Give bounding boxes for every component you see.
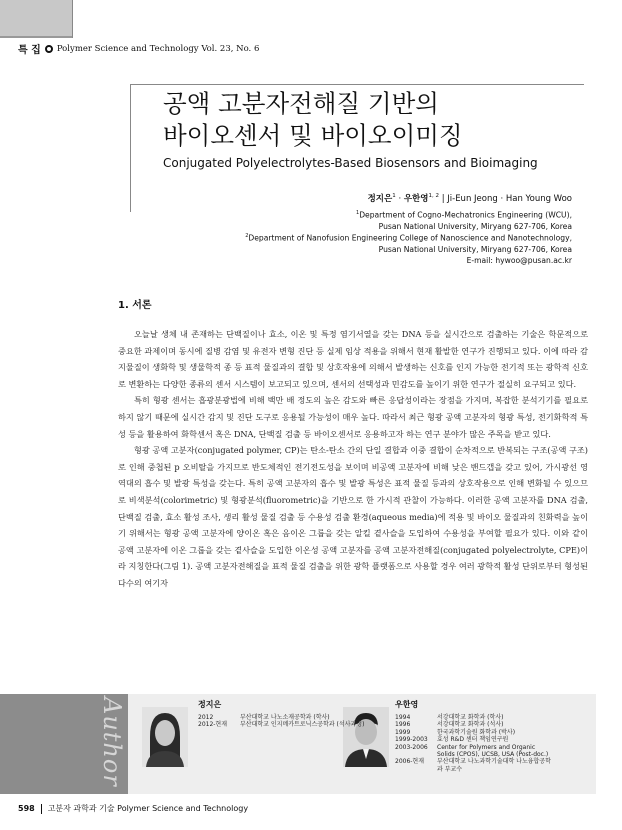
affiliation-1 bbox=[356, 208, 572, 232]
section-label: 특 집 bbox=[18, 45, 41, 56]
affiliation-1-line2: Pusan National University, Miryang 627-706, Korea bbox=[378, 221, 572, 231]
bio-desc: 부산대학교 인지메카트로닉스공학과 (석사과정) bbox=[240, 721, 365, 729]
title-korean-line2: 바이오센서 및 바이오이미징 bbox=[163, 121, 463, 150]
affiliation-2 bbox=[245, 231, 572, 266]
paragraph-3: 형광 공액 고분자(conjugated polymer, CP)는 탄소-탄소 간의 단일 결합과 이중 결합이 순차적으로 반복되는 구조(공액 구조)로 인해 중첩된 p 오비탈을 가지므로 반도체적인 전기전도성을 보이며 비공액 고분자에 비해 낮은 밴드갭을 갖고 있어, 가시광선 영역대의 흡수 및 발광 특성을 갖는다. 특히 공액 고분자의 흡수 및 발광 특성은 표적 물질 등과의 상호작용으로 인해 변화될 수 있으므로 비색분석(colorimetric) 및 형광분석(fluorometric)을 기반으로 한 가시적 관찰이 가능하다. 이러한 공액 고분자를 DNA 검출, 단백질 검출, 효소 활성 조사, 생리 활성 물질 검출 등 수용성 검출 환경(aqueous media)에 적용 및 바이오 물질과의 친화력을 높이기 위해서는 형광 공액 고분자에 양이온 혹은 음이온 그룹을 갖는 알킬 곁사슬을 도입하여 수용성을 부여할 필요가 있다. 이와 같이 공액 고분자에 이온 그룹을 갖는 곁사슬을 도입한 이온성 공액 고분자를 공액 고분자전해질(conjugated polyelectrolyte, CPE)이라 지칭한다(그림 1). 공액 고분자전해질을 표적 물질 검출을 위한 광학 플랫폼으로 사용할 경우 여러 광학적 활성 단위로부터 형성된 다수의 여기자 bbox=[118, 445, 588, 588]
bio-year: 2012 bbox=[198, 714, 214, 721]
body-text bbox=[118, 326, 588, 592]
author-1-sup: 1 bbox=[392, 193, 396, 200]
paragraph-1: 오늘날 생체 내 존재하는 단백질이나 효소, 이온 및 특정 염기서열을 갖는 DNA 등을 실시간으로 검출하는 기술은 학문적으로 중요한 과제이며 동시에 질병 감염 및 유전자 변형 진단 등 실제 임상 적용을 위해서 현재 활발한 연구가 진행되고 있다. 이에 따라 감지물질이 생화학 및 생물학적 종 등 표적 물질과의 결합 및 상호작용에 의해서 발생하는 신호를 인지 가능한 전기적 또는 광학적 신호로 변환하는 다양한 종류의 센서 시스템이 보고되고 있으며, 센서의 선택성과 민감도를 높이기 위한 연구가 절실히 요구되고 있다. bbox=[118, 329, 588, 389]
corner-divider bbox=[72, 0, 73, 38]
author-2-bio bbox=[395, 714, 552, 773]
bio-year: 1994 bbox=[395, 714, 411, 721]
circle-bullet-icon bbox=[45, 45, 53, 53]
affiliation-2-sup: 2 bbox=[245, 233, 249, 239]
author-1-photo bbox=[142, 707, 188, 767]
author-separator: · bbox=[398, 194, 402, 204]
affiliation-1-sup: 1 bbox=[356, 210, 360, 216]
running-head bbox=[18, 41, 259, 56]
bio-desc: Center for Polymers and Organic Solids (CPOS), UCSB, USA (Post-doc.) bbox=[437, 743, 549, 759]
author-vertical-label: Author bbox=[98, 697, 126, 787]
bio-desc: 서강대학교 화학과 (석사) bbox=[437, 721, 504, 729]
title-korean-line1: 공액 고분자전해질 기반의 bbox=[163, 89, 439, 118]
author-2-sup: 1, 2 bbox=[428, 193, 439, 200]
bio-row bbox=[198, 721, 380, 728]
bio-desc: 효성 R&D 센터 책임연구원 bbox=[437, 736, 509, 744]
contact-email: E-mail: hywoo@pusan.ac.kr bbox=[466, 255, 572, 265]
title-korean bbox=[163, 88, 463, 152]
page-number: 598 bbox=[18, 804, 35, 813]
bio-year: 1996 bbox=[395, 721, 411, 729]
bio-year: 2003-2006 bbox=[395, 743, 428, 751]
journal-name: Polymer Science and Technology Vol. 23, No. 6 bbox=[56, 43, 260, 54]
affiliation-2-line2: Pusan National University, Miryang 627-706, Korea bbox=[378, 244, 572, 254]
page-footer bbox=[18, 803, 248, 814]
author-1-name: 정지은 bbox=[367, 194, 393, 204]
bio-desc: 서강대학교 화학과 (학사) bbox=[437, 714, 504, 721]
author-byline bbox=[368, 192, 572, 204]
bio-year: 1999 bbox=[395, 728, 411, 736]
footer-journal: 고분자 과학과 기술 Polymer Science and Technology bbox=[47, 804, 249, 813]
bio-desc: 한국과학기술원 화학과 (박사) bbox=[437, 728, 516, 736]
author-1-bio bbox=[198, 714, 380, 729]
bio-row bbox=[395, 744, 552, 759]
author-1-bio-name: 정지은 bbox=[198, 700, 222, 709]
corner-tab bbox=[0, 0, 72, 38]
bio-row bbox=[395, 758, 552, 773]
author-english-names: | Ji-Eun Jeong · Han Young Woo bbox=[441, 194, 572, 204]
author-box bbox=[0, 694, 622, 794]
title-english: Conjugated Polyelectrolytes-Based Biosensors and Bioimaging bbox=[163, 156, 538, 170]
bio-desc: 부산대학교 나노소재공학과 (학사) bbox=[240, 714, 330, 721]
section-heading: 1. 서론 bbox=[118, 300, 152, 311]
paragraph-2: 특히 형광 센서는 흡광분광법에 비해 백만 배 정도의 높은 감도와 빠른 응답성이라는 장점을 가지며, 복잡한 분석기기를 필요로 하지 않기 때문에 실시간 감지 및 진단 도구로 응용될 가능성이 매우 높다. 따라서 최근 형광 공액 고분자의 형광 특성, 전기화학적 특성 등을 활용하여 화학센서 혹은 DNA, 단백질 검출 등 바이오센서로 응용하고자 하는 연구 분야가 많은 주목을 받고 있다. bbox=[118, 395, 588, 439]
footer-divider bbox=[41, 804, 42, 814]
author-2-bio-name: 우한영 bbox=[395, 700, 419, 709]
bio-year: 1999-2003 bbox=[395, 736, 428, 744]
affiliation-1-line1: Department of Cogno-Mechatronics Engineering (WCU), bbox=[359, 210, 572, 220]
affiliation-2-line1: Department of Nanofusion Engineering College of Nanoscience and Nanotechnology, bbox=[248, 233, 572, 243]
bio-year: 2006-현재 bbox=[395, 758, 425, 766]
bio-row bbox=[395, 736, 552, 743]
bio-year: 2012-현재 bbox=[198, 721, 228, 729]
bio-desc: 부산대학교 나노과학기술대학 나노융합공학과 부교수 bbox=[437, 758, 551, 773]
author-2-name: 우한영 bbox=[403, 194, 429, 204]
bio-row bbox=[395, 721, 552, 728]
